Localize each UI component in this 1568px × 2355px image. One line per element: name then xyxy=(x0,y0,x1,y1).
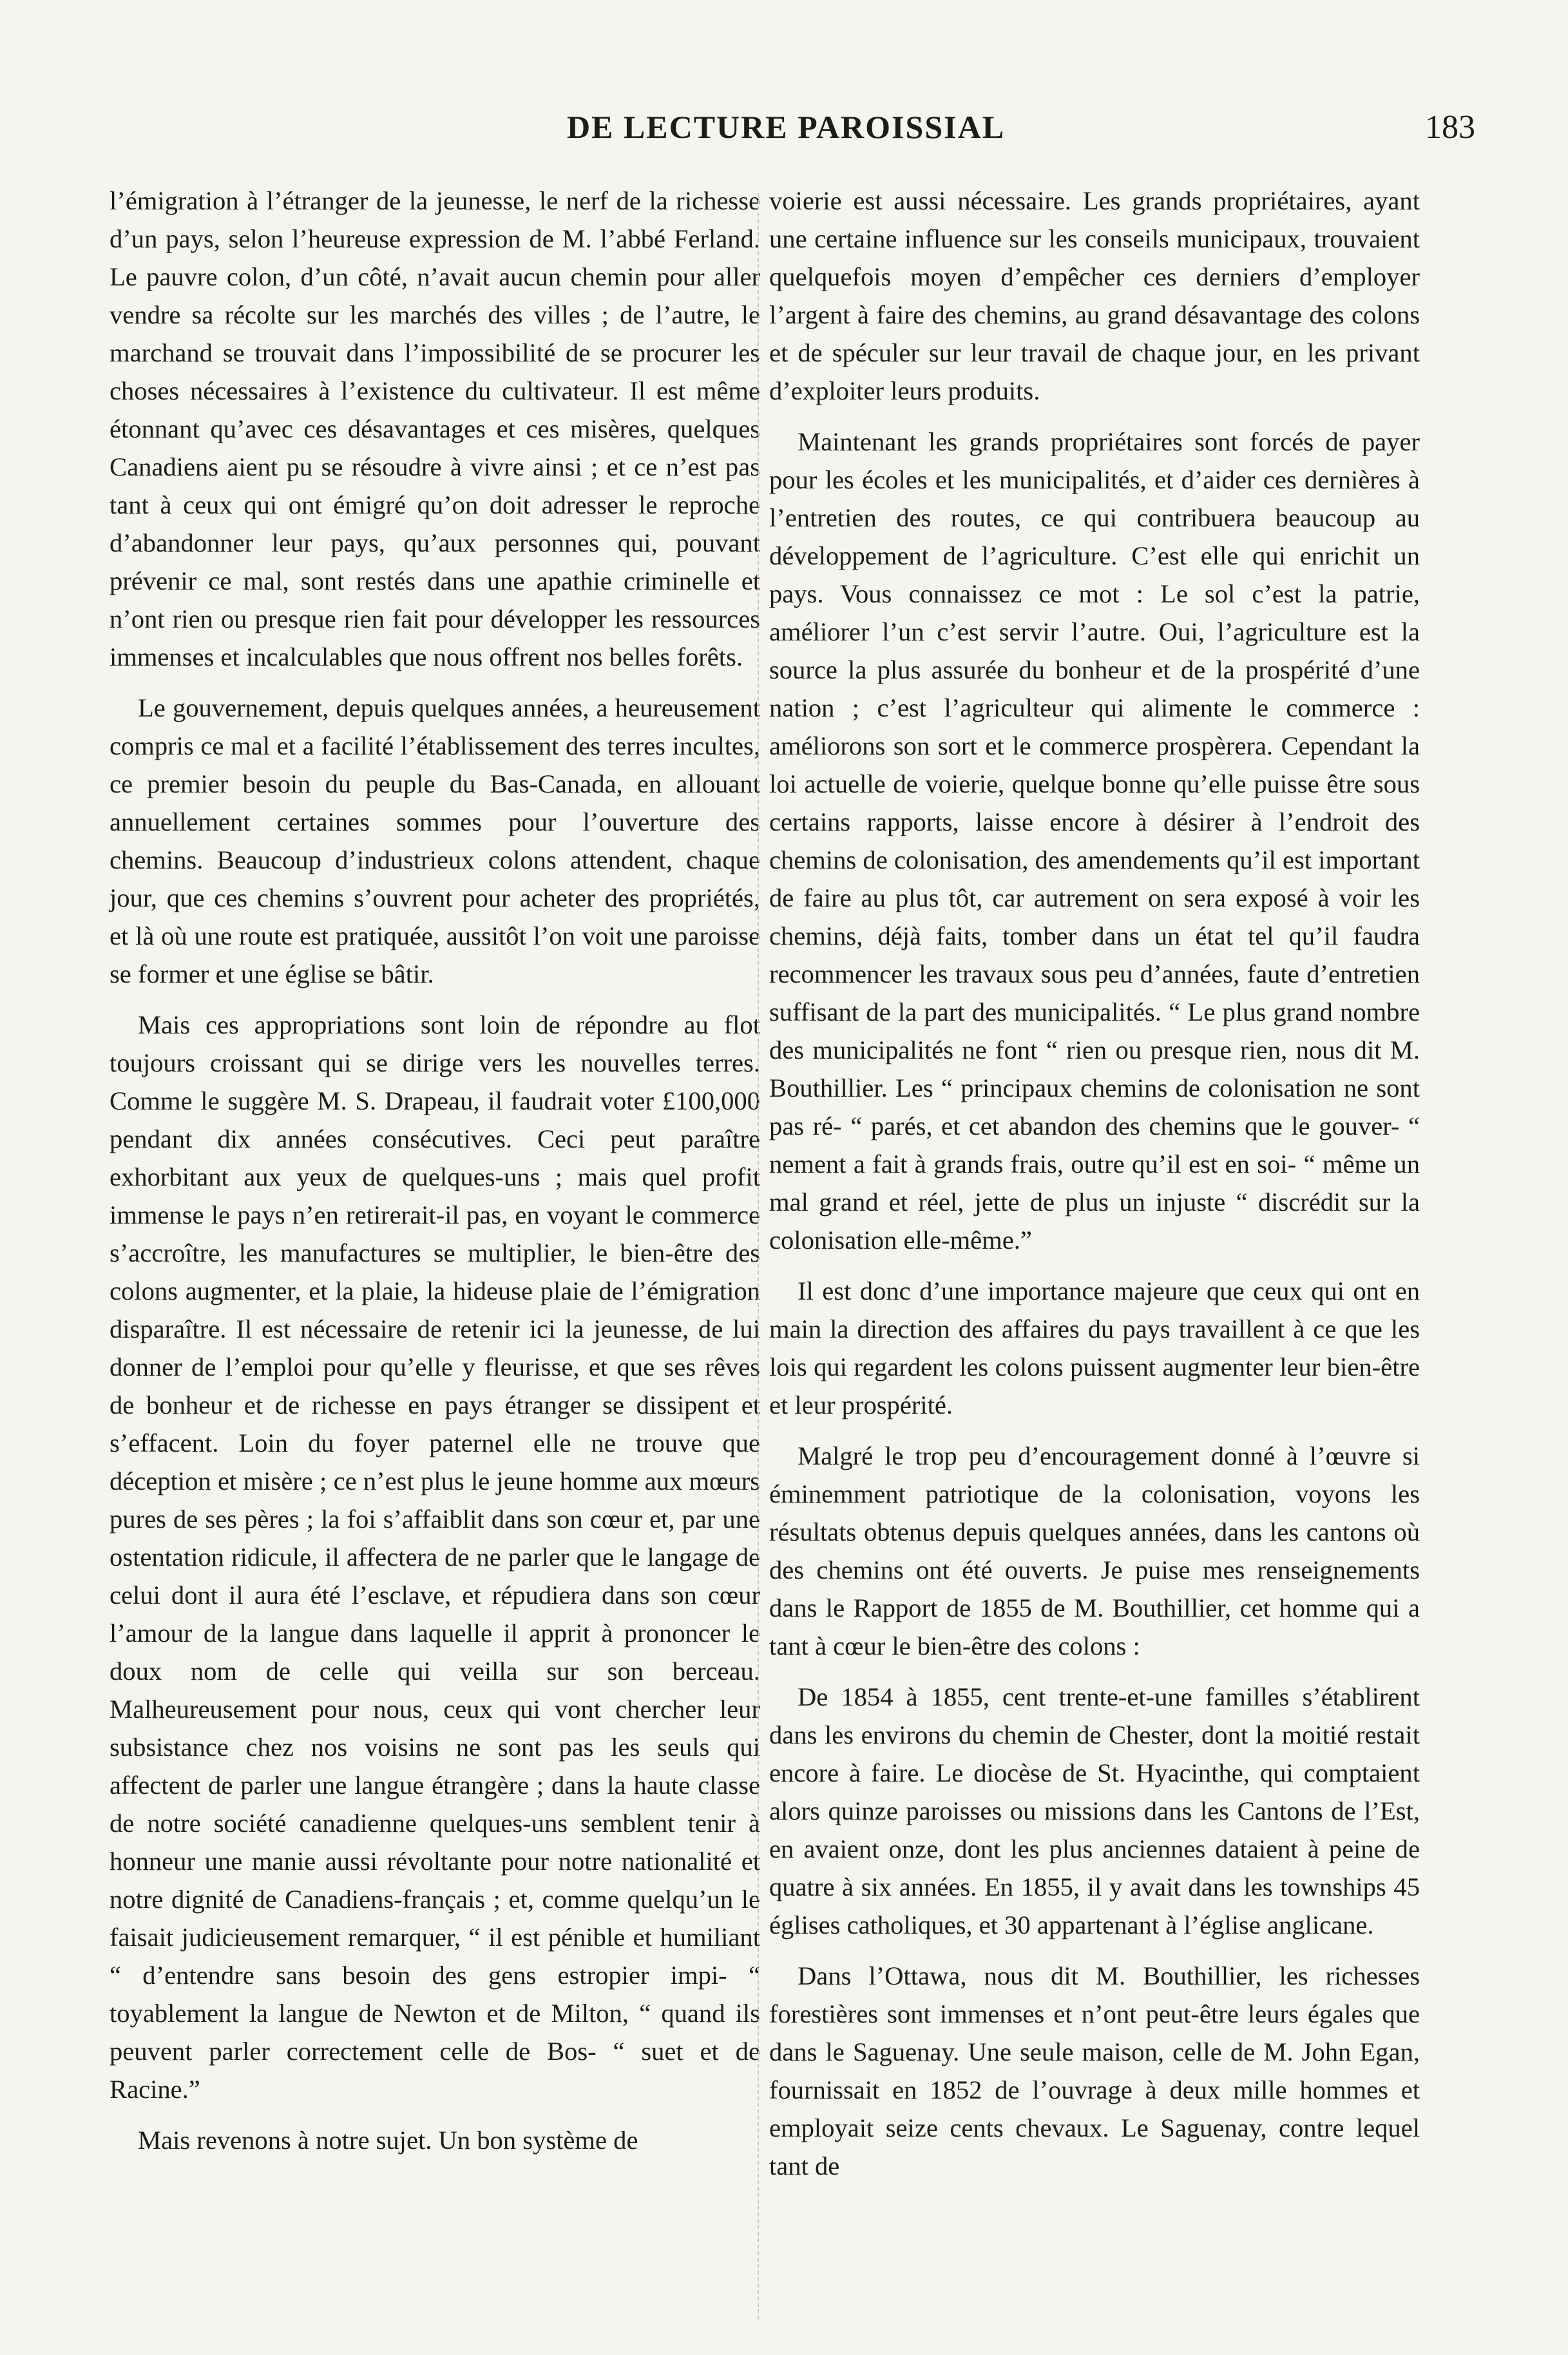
paragraph: De 1854 à 1855, cent trente-et-une familles s’établirent dans les environs du chemin de Chester, dont la moitié restait encore à faire. Le diocèse de St. Hyacinthe, qui comptaient alors quinze paroisses ou missions dans les Cantons de l’Est, en avaient onze, dont les plus anciennes dataient à peine de quatre à six années. En 1855, il y avait dans les townships 45 églises catholiques, et 30 appartenant à l’église anglicane. xyxy=(769,1682,1420,1939)
paragraph: Malgré le trop peu d’encouragement donné à l’œuvre si éminemment patriotique de la colonisation, voyons les résultats obtenus depuis quelques années, dans les cantons où des chemins ont été ouverts. Je puise mes renseignements dans le Rapport de 1855 de M. Bouthillier, cet homme qui a tant à cœur le bien-être des colons : xyxy=(769,1441,1420,1660)
paragraph: l’émigration à l’étranger de la jeunesse, le nerf de la richesse d’un pays, selon l’heureuse expression de M. l’abbé Ferland. Le pauvre colon, d’un côté, n’avait aucun chemin pour aller vendre sa récolte sur les marchés des villes ; de l’autre, le marchand se trouvait dans l’impossibilité de se procurer les choses nécessaires à l’existence du cultivateur. Il est même étonnant qu’avec ces désavantages et ces misères, quelques Canadiens aient pu se résoudre à vivre ainsi ; et ce n’est pas tant à ceux qui ont émigré qu’on doit adresser le reproche d’abandonner leur pays, qu’aux personnes qui, pouvant prévenir ce mal, sont restés dans une apathie criminelle et n’ont rien ou presque rien fait pour développer les ressources immenses et incalculables que nous offrent nos belles forêts. xyxy=(110,186,760,671)
page-header xyxy=(97,108,1475,160)
column-divider xyxy=(758,193,759,2320)
running-title: DE LECTURE PAROISSIAL xyxy=(566,109,1006,145)
paragraph: Mais revenons à notre sujet. Un bon système de xyxy=(138,2126,638,2155)
paragraph: Le gouvernement, depuis quelques années, a heureusement compris ce mal et a facilité l’établissement des terres incultes, ce premier besoin du peuple du Bas-Canada, en allouant annuellement certaines sommes pour l’ouverture des chemins. Beaucoup d’industrieux colons attendent, chaque jour, que ces chemins s’ouvrent pour acheter des propriétés, et là où une route est pratiquée, aussitôt l’on voit une paroisse se former et une église se bâtir. xyxy=(110,693,760,988)
page-number: 183 xyxy=(1425,109,1475,146)
paragraph: voierie est aussi nécessaire. Les grands propriétaires, ayant une certaine influence sur les conseils municipaux, trouvaient quelquefois moyen d’empêcher ces derniers d’employer l’argent à faire des chemins, au grand désavantage des colons et de spéculer sur leur travail de chaque jour, en les privant d’exploiter leurs produits. xyxy=(769,186,1420,405)
paragraph: Il est donc d’une importance majeure que ceux qui ont en main la direction des affaires du pays travaillent à ce que les lois qui regardent les colons puissent augmenter leur bien-être et leur prospérité. xyxy=(769,1276,1420,1419)
paragraph: Maintenant les grands propriétaires sont forcés de payer pour les écoles et les municipalités, et d’aider ces dernières à l’entretien des routes, ce qui contribuera beaucoup au développement de l’agriculture. C’est elle qui enrichit un pays. Vous connaissez ce mot : Le sol c’est la patrie, améliorer l’un c’est servir l’autre. Oui, l’agriculture est la source la plus assurée du bonheur et de la prospérité d’une nation ; c’est l’agriculteur qui alimente le commerce : améliorons son sort et le commerce prospèrera. Cependant la loi actuelle de voierie, quelque bonne qu’elle puisse être sous certains rapports, laisse encore à désirer à l’endroit des chemins de colonisation, des amendements qu’il est important de faire au plus tôt, car autrement on sera exposé à voir les chemins, déjà faits, tomber dans un état tel qu’il faudra recommencer les travaux sous peu d’années, faute d’entretien suffisant de la part des municipalités. “ Le plus grand nombre des municipalités ne font “ rien ou presque rien, nous dit M. Bouthillier. Les “ principaux chemins de colonisation ne sont pas ré- “ parés, et cet abandon des chemins que le gouver- “ nement a fait à grands frais, outre qu’il est en soi- “ même un mal grand et réel, jette de plus un injuste “ discrédit sur la colonisation elle-même.” xyxy=(769,427,1420,1254)
left-column xyxy=(110,182,760,2172)
right-column xyxy=(769,182,1420,2198)
paragraph: Dans l’Ottawa, nous dit M. Bouthillier, les richesses forestières sont immenses et n’ont peut-être leurs égales que dans le Saguenay. Une seule maison, celle de M. John Egan, fournissait en 1852 de l’ouvrage à deux mille hommes et employait seize cents chevaux. Le Saguenay, contre lequel tant de xyxy=(769,1961,1420,2180)
paragraph: Mais ces appropriations sont loin de répondre au flot toujours croissant qui se dirige vers les nouvelles terres. Comme le suggère M. S. Drapeau, il faudrait voter £100,000 pendant dix années consécutives. Ceci peut paraître exhorbitant aux yeux de quelques-uns ; mais quel profit immense le pays n’en retirerait-il pas, en voyant le commerce s’accroître, les manufactures se multiplier, le bien-être des colons augmenter, et la plaie, la hideuse plaie de l’émigration disparaître. Il est nécessaire de retenir ici la jeunesse, de lui donner de l’emploi pour qu’elle y fleurisse, et que ses rêves de bonheur et de richesse en pays étranger se dissipent et s’effacent. Loin du foyer paternel elle ne trouve que déception et misère ; ce n’est plus le jeune homme aux mœurs pures de ses pères ; la foi s’affaiblit dans son cœur et, par une ostentation ridicule, il affectera de ne parler que le langage de celui dont il aura été l’esclave, et répudiera dans son cœur l’amour de la langue dans laquelle il apprit à prononcer le doux nom de celle qui veilla sur son berceau. Malheureusement pour nous, ceux qui vont chercher leur subsistance chez nos voisins ne sont pas les seuls qui affectent de parler une langue étrangère ; dans la haute classe de notre société canadienne quelques-uns semblent tenir à honneur une manie aussi révoltante pour notre nationalité et notre dignité de Canadiens-français ; et, comme quelqu’un le faisait judicieusement remarquer, “ il est pénible et humiliant “ d’entendre sans besoin des gens estropier impi- “ toyablement la langue de Newton et de Milton, “ quand ils peuvent parler correctement celle de Bos- “ suet et de Racine.” xyxy=(110,1010,760,2104)
